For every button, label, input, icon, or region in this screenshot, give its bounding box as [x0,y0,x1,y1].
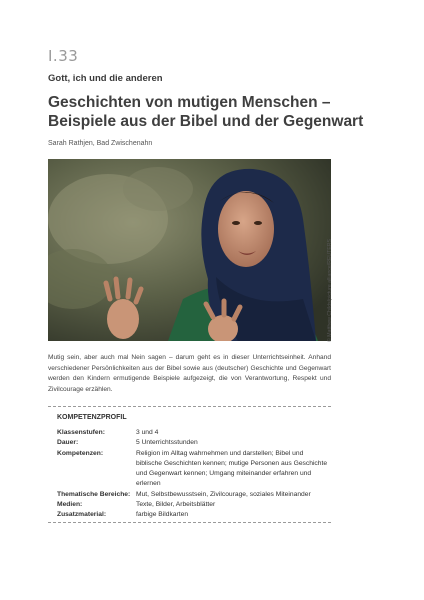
cover-photo-illustration [48,159,331,341]
title-line-1: Geschichten von mutigen Menschen – [48,94,331,111]
cover-photo [48,159,331,341]
kp-row-thematische-bereiche [57,490,329,500]
kp-row-kompetenzen [57,449,329,490]
kp-key: Klassenstufen: [57,429,105,436]
kp-key: Kompetenzen: [57,449,104,457]
kp-key: Medien: [57,501,83,509]
page-title [48,93,388,131]
photo-credit: © Matthew Childs/picture alliance/REUTERS [327,239,333,342]
kp-row-dauer [57,438,329,448]
kp-row-zusatzmaterial [57,510,329,520]
intro-paragraph: Mutig sein, aber auch mal Nein sagen – darum geht es in dieser Unterrichtseinheit. Anhand verschiedener Persönlichkeiten aus der Bibel sowie aus (deutscher) Geschichte und Gegenwart werden den Kindern ermutigende Beispiele aufgezeigt, die von Verantwortung, Respekt und Zivilcourage erzählen. [48,354,331,393]
kp-row-klassenstufen [57,428,329,438]
kp-value: Religion im Alltag wahrnehmen und darstellen; Bibel und biblische Geschichten kennen; mutige Personen aus Geschichte und Gegenwart kennen; Umgang miteinander erfahren und erlernen [136,449,328,488]
kp-value: farbige Bildkarten [136,511,189,519]
kp-key: Dauer: [57,439,79,447]
kp-value: Mut, Selbstbewusstsein, Zivilcourage, soziales Miteinander [136,490,311,498]
kp-value: 5 Unterrichtsstunden [136,439,198,447]
divider-bottom [48,522,331,523]
series-title: Gott, ich und die anderen [48,73,163,84]
title-line-2: Beispiele aus der Bibel und der Gegenwart [48,113,364,130]
author-line: Sarah Rathjen, Bad Zwischenahn [48,140,153,147]
kp-row-medien [57,500,329,510]
divider-top [48,406,331,407]
unit-code: I.33 [48,47,79,65]
kompetenzprofil-heading: KOMPETENZPROFIL [57,414,127,421]
kp-key: Thematische Bereiche: [57,490,131,498]
kp-key: Zusatzmaterial: [57,511,107,519]
kp-value: Texte, Bilder, Arbeitsblätter [136,501,216,509]
kompetenzprofil-table [57,428,329,521]
kp-value: 3 und 4 [136,429,159,436]
